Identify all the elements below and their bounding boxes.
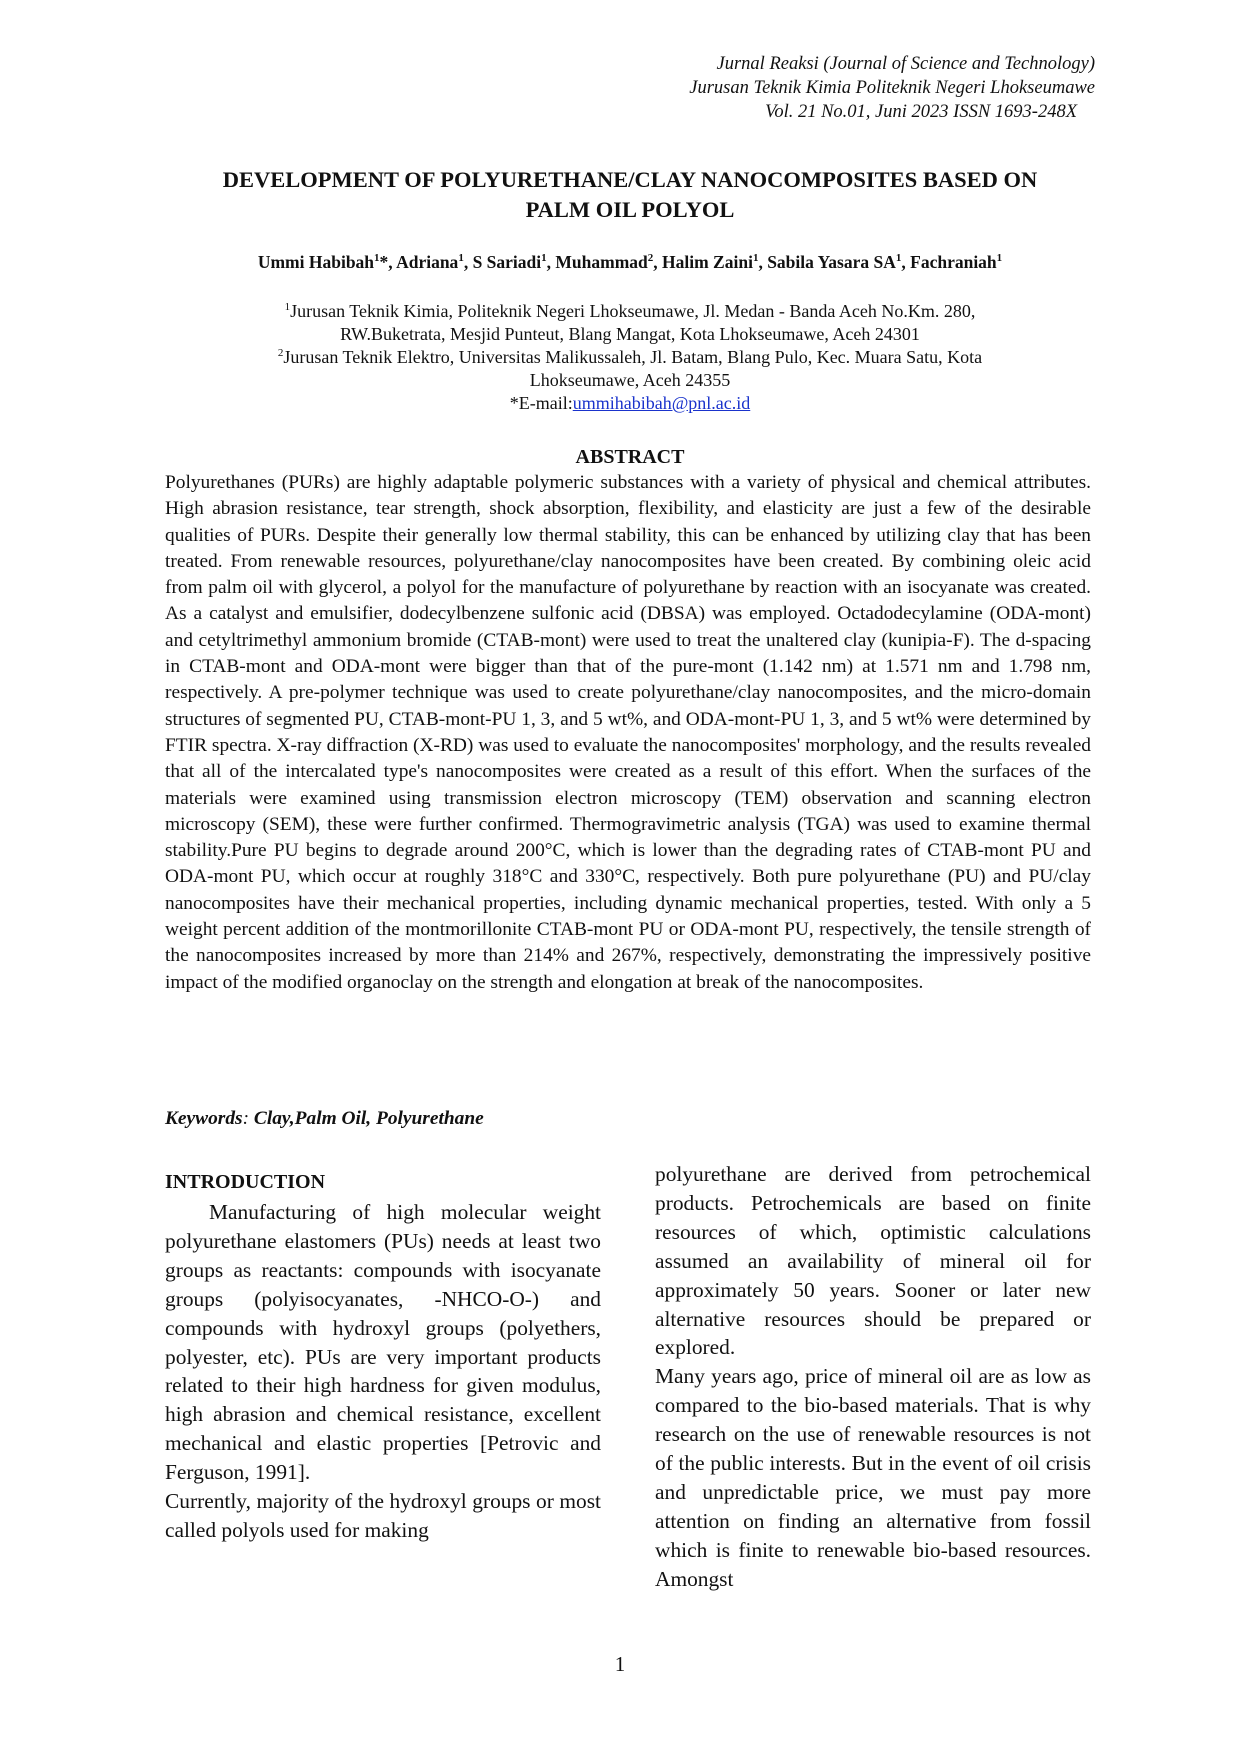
author: S Sariadi$^1$	[472, 252, 547, 272]
author: Adriana$^1$	[396, 252, 464, 272]
author: Muhammad$^2$	[555, 252, 654, 272]
author-list: Ummi Habibah$^1$*, Adriana$^1$, S Sariadi$^1$, Muhammad$^2$, Halim Zaini$^1$, Sabila Yasara $SA^1$, Fachraniah$^1$	[257, 252, 1003, 272]
journal-name: Jurnal Reaksi (Journal of Science and Technology)	[716, 54, 1095, 74]
intro-paragraph-2-continued: polyurethane are derived from petrochemical products. Petrochemicals are based on finite resources of which, optimistic calculations assumed an availability of mineral oil for approximately 50 years. Sooner or later new alternative resources should be prepared or explored.	[655, 1162, 1091, 1360]
introduction-heading: INTRODUCTION	[165, 1171, 326, 1193]
paper-title-line-1: DEVELOPMENT OF POLYURETHANE/CLAY NANOCOMPOSITES BASED ON	[222, 167, 1038, 192]
affiliation-1-cont: RW.Buketrata, Mesjid Punteut, Blang Mangat, Kota Lhokseumawe, Aceh 24301	[340, 324, 920, 344]
journal-header	[689, 52, 1095, 124]
corresponding-email: *E-mail:ummihabibah@pnl.ac.id	[509, 393, 751, 413]
keywords-list: Clay,Palm Oil, Polyurethane	[253, 1108, 484, 1129]
paper-title-line-2: PALM OIL POLYOL	[525, 197, 735, 222]
journal-volume: Vol. 21 No.01, Juni 2023 ISSN 1693-248X	[765, 102, 1077, 122]
email-link[interactable]: ummihabibah@pnl.ac.id	[572, 393, 751, 413]
keywords: Keywords: Clay,Palm Oil, Polyurethane	[165, 1108, 484, 1129]
author: Halim Zaini$^1$	[662, 252, 759, 272]
abstract-text: Polyurethanes (PURs) are highly adaptable polymeric substances with a variety of physical and chemical attributes. High abrasion resistance, tear strength, shock absorption, flexibility, and elasticity are just a few of the desirable qualities of PURs. Despite their generally low thermal stability, this can be enhanced by utilizing clay that has been treated. From renewable resources, polyurethane/clay nanocomposites have been created. By combining oleic acid from palm oil with glycerol, a polyol for the manufacture of polyurethane by reaction with an isocyanate was created. As a catalyst and emulsifier, dodecylbenzene sulfonic acid (DBSA) was employed. Octadodecylamine (ODA-mont) and cetyltrimethyl ammonium bromide (CTAB-mont) were used to treat the unaltered clay (kunipia-F). The d-spacing in CTAB-mont and ODA-mont were bigger than that of the pure-mont (1.142 nm) at 1.571 nm and 1.798 nm, respectively. A pre-polymer technique was used to create polyurethane/clay nanocomposites, and the micro-domain structures of segmented PU, CTAB-mont-PU 1, 3, and 5 wt%, and ODA-mont-PU 1, 3, and 5 wt% were determined by FTIR spectra. X-ray diffraction (X-RD) was used to evaluate the nanocomposites' morphology, and the results revealed that all of the intercalated type's nanocomposites were created as a result of this effort. When the surfaces of the materials were examined using transmission electron microscopy (TEM) observation and scanning electron microscopy (SEM), these were further confirmed. Thermogravimetric analysis (TGA) was used to examine thermal stability.Pure PU begins to degrade around 200°C, which is lower than the degrading rates of CTAB-mont PU and ODA-mont PU, which occur at roughly 318°C and 330°C, respectively. Both pure polyurethane (PU) and PU/clay nanocomposites have their mechanical properties, including dynamic mechanical properties, tested. With only a 5 weight percent addition of the montmorillonite CTAB-mont PU or ODA-mont PU, respectively, the tensile strength of the nanocomposites increased by more than 214% and 267%, respectively, demonstrating the impressively positive impact of the modified organoclay on the strength and elongation at break of the nanocomposites.	[165, 472, 1091, 993]
intro-paragraph-1: Manufacturing of high molecular weight polyurethane elastomers (PUs) needs at least two groups as reactants: compounds with isocyanate groups (polyisocyanates, -NHCO-O-) and compounds with hydroxyl groups (polyethers, polyester, etc). PUs are very important products related to their high hardness for given modulus, high abrasion and chemical resistance, excellent mechanical and elastic properties [Petrovic and Ferguson, 1991].	[165, 1200, 601, 1485]
left-column	[165, 1160, 601, 1545]
affiliation-1: $^1$Jurusan Teknik Kimia, Politeknik Negeri Lhokseumawe, Jl. Medan - Banda Aceh No.Km. 280,	[284, 301, 976, 321]
author: Fachraniah$^1$	[910, 252, 1003, 272]
paper-title	[150, 165, 1110, 225]
author: Sabila Yasara $SA^1$	[767, 252, 902, 272]
journal-department: Jurusan Teknik Kimia Politeknik Negeri Lhokseumawe	[689, 78, 1095, 98]
affiliation-2: $^2$Jurusan Teknik Elektro, Universitas Malikussaleh, Jl. Batam, Blang Pulo, Kec. Muara Satu, Kota	[277, 347, 983, 367]
affiliation-2-cont: Lhokseumawe, Aceh 24355	[529, 370, 731, 390]
intro-paragraph-3: Many years ago, price of mineral oil are as low as compared to the bio-based materials. That is why research on the use of renewable resources is not of the public interests. But in the event of oil crisis and unpredictable price, we must pay more attention on finding an alternative from fossil which is finite to renewable bio-based resources. Amongst	[655, 1364, 1091, 1591]
abstract-heading: ABSTRACT	[575, 446, 685, 468]
affiliations	[150, 300, 1110, 415]
page-number: 1	[614, 1652, 626, 1676]
keywords-label: Keywords	[165, 1108, 243, 1129]
intro-paragraph-2: Currently, majority of the hydroxyl groups or most called polyols used for making	[165, 1489, 601, 1542]
author: Ummi Habibah$^1$*	[257, 252, 389, 272]
right-column	[655, 1160, 1091, 1594]
